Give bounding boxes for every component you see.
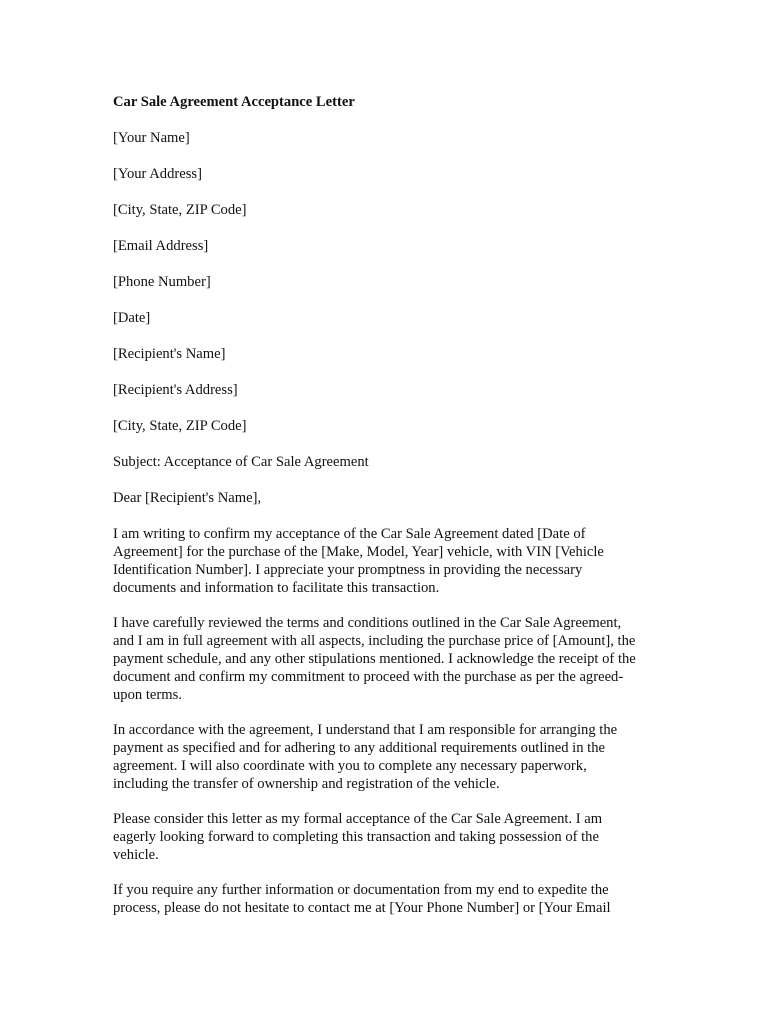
paragraph-line: upon terms. <box>113 687 182 703</box>
paragraph-contact <box>113 881 663 917</box>
paragraph-line: If you require any further information or documentation from my end to expedite the <box>113 882 609 898</box>
paragraph-line: agreement. I will also coordinate with you to complete any necessary paperwork, <box>113 758 587 774</box>
paragraph-line: eagerly looking forward to completing this transaction and taking possession of the <box>113 829 599 845</box>
paragraph-line: payment as specified and for adhering to any additional requirements outlined in the <box>113 740 605 756</box>
paragraph-confirmation <box>113 525 663 597</box>
paragraph-line: and I am in full agreement with all aspects, including the purchase price of [Amount], the <box>113 633 636 649</box>
paragraph-line: I am writing to confirm my acceptance of the Car Sale Agreement dated [Date of <box>113 526 586 542</box>
paragraph-line: I have carefully reviewed the terms and conditions outlined in the Car Sale Agreement, <box>113 615 622 631</box>
recipient-name: [Recipient's Name] <box>113 346 226 362</box>
letter-salutation: Dear [Recipient's Name], <box>113 490 262 506</box>
paragraph-line: Agreement] for the purchase of the [Make, Model, Year] vehicle, with VIN [Vehicle <box>113 544 604 560</box>
paragraph-line: document and confirm my commitment to proceed with the purchase as per the agreed- <box>113 669 624 685</box>
sender-name: [Your Name] <box>113 130 190 146</box>
paragraph-line: including the transfer of ownership and registration of the vehicle. <box>113 776 500 792</box>
letter-subject: Subject: Acceptance of Car Sale Agreement <box>113 454 369 470</box>
letter-title: Car Sale Agreement Acceptance Letter <box>113 94 355 110</box>
paragraph-terms-review <box>113 614 663 704</box>
sender-address: [Your Address] <box>113 166 202 182</box>
paragraph-formal-acceptance <box>113 810 663 864</box>
paragraph-line: Please consider this letter as my formal acceptance of the Car Sale Agreement. I am <box>113 811 603 827</box>
paragraph-line: In accordance with the agreement, I understand that I am responsible for arranging the <box>113 722 618 738</box>
sender-phone: [Phone Number] <box>113 274 211 290</box>
paragraph-line: documents and information to facilitate this transaction. <box>113 580 440 596</box>
letter-date: [Date] <box>113 310 151 326</box>
paragraph-line: process, please do not hesitate to contact me at [Your Phone Number] or [Your Email <box>113 900 611 916</box>
recipient-address: [Recipient's Address] <box>113 382 238 398</box>
sender-city-state-zip: [City, State, ZIP Code] <box>113 202 247 218</box>
recipient-city-state-zip: [City, State, ZIP Code] <box>113 418 247 434</box>
paragraph-line: vehicle. <box>113 847 159 863</box>
letter-body <box>113 93 663 934</box>
paragraph-responsibilities <box>113 721 663 793</box>
paragraph-line: payment schedule, and any other stipulations mentioned. I acknowledge the receipt of the <box>113 651 636 667</box>
sender-email: [Email Address] <box>113 238 209 254</box>
paragraph-line: Identification Number]. I appreciate your promptness in providing the necessary <box>113 562 583 578</box>
